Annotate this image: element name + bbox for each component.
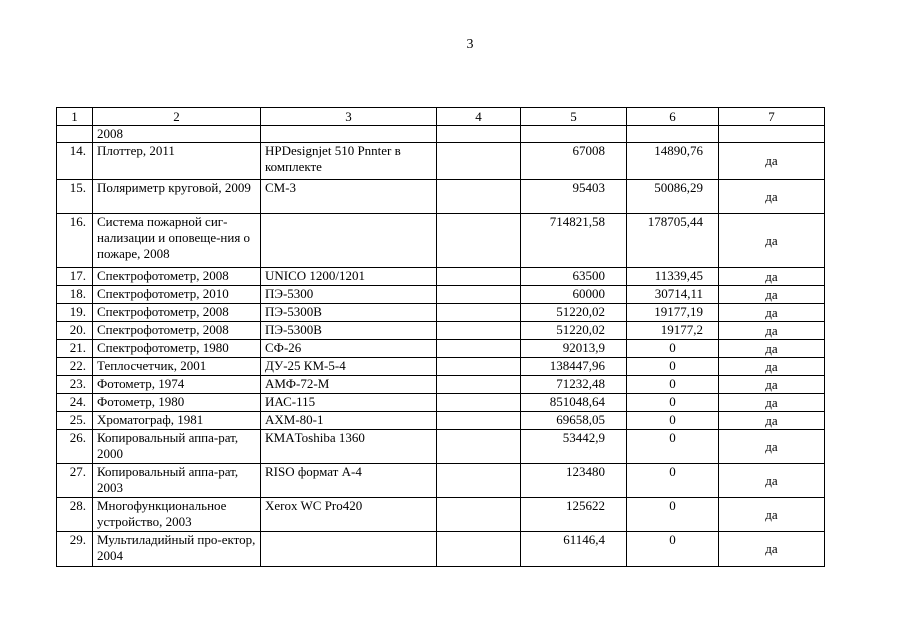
- row-name-cell: Фотометр, 1974: [93, 376, 261, 394]
- header-cell: 2: [93, 108, 261, 126]
- row-name-cell: Спектрофотометр, 2008: [93, 304, 261, 322]
- row-col7-cell: да: [719, 376, 825, 394]
- row-name-cell: Копировальный аппа-рат, 2000: [93, 430, 261, 464]
- row-col5-cell: 53442,9: [521, 430, 627, 464]
- row-col4-cell: [437, 532, 521, 567]
- row-col4-cell: [437, 412, 521, 430]
- row-col6-cell: 50086,29: [627, 180, 719, 214]
- row-col5-cell: 714821,58: [521, 214, 627, 268]
- row-name-cell: Спектрофотометр, 2010: [93, 286, 261, 304]
- table-row: [57, 214, 825, 268]
- row-model-cell: ИАС-115: [261, 394, 437, 412]
- table-header-row: [57, 108, 825, 126]
- row-number-cell: 23.: [57, 376, 93, 394]
- row-col4-cell: [437, 430, 521, 464]
- equipment-table: [56, 107, 825, 567]
- row-col7-cell: да: [719, 464, 825, 498]
- row-name-cell: Спектрофотометр, 1980: [93, 340, 261, 358]
- row-model-cell: [261, 126, 437, 143]
- row-col4-cell: [437, 358, 521, 376]
- row-col4-cell: [437, 268, 521, 286]
- row-col7-cell: да: [719, 430, 825, 464]
- row-number-cell: 18.: [57, 286, 93, 304]
- row-model-cell: [261, 532, 437, 567]
- row-col7-cell: да: [719, 322, 825, 340]
- row-col6-cell: 0: [627, 532, 719, 567]
- row-col6-cell: 0: [627, 412, 719, 430]
- row-col7-cell: да: [719, 412, 825, 430]
- row-col4-cell: [437, 322, 521, 340]
- table-row: [57, 180, 825, 214]
- row-col5-cell: 63500: [521, 268, 627, 286]
- row-model-cell: КМАToshiba 1360: [261, 430, 437, 464]
- row-col7-cell: да: [719, 180, 825, 214]
- row-col4-cell: [437, 126, 521, 143]
- row-number-cell: 26.: [57, 430, 93, 464]
- row-model-cell: АХМ-80-1: [261, 412, 437, 430]
- row-name-cell: Хроматограф, 1981: [93, 412, 261, 430]
- row-number-cell: 21.: [57, 340, 93, 358]
- row-col5-cell: 67008: [521, 143, 627, 180]
- row-col6-cell: [627, 126, 719, 143]
- header-cell: 3: [261, 108, 437, 126]
- row-col7-cell: да: [719, 498, 825, 532]
- header-cell: 1: [57, 108, 93, 126]
- table-row: [57, 322, 825, 340]
- row-col7-cell: да: [719, 304, 825, 322]
- row-name-cell: Спектрофотометр, 2008: [93, 268, 261, 286]
- row-col5-cell: 60000: [521, 286, 627, 304]
- row-col5-cell: 123480: [521, 464, 627, 498]
- row-number-cell: 24.: [57, 394, 93, 412]
- row-col6-cell: 30714,11: [627, 286, 719, 304]
- row-number-cell: 29.: [57, 532, 93, 567]
- row-number-cell: 20.: [57, 322, 93, 340]
- row-col4-cell: [437, 376, 521, 394]
- table-row: [57, 268, 825, 286]
- table-row: [57, 143, 825, 180]
- row-name-cell: Спектрофотометр, 2008: [93, 322, 261, 340]
- row-col7-cell: да: [719, 358, 825, 376]
- row-name-cell: Копировальный аппа-рат, 2003: [93, 464, 261, 498]
- row-col5-cell: [521, 126, 627, 143]
- table-row: [57, 304, 825, 322]
- row-number-cell: [57, 126, 93, 143]
- row-number-cell: 14.: [57, 143, 93, 180]
- row-model-cell: [261, 214, 437, 268]
- row-col4-cell: [437, 498, 521, 532]
- table-row: [57, 464, 825, 498]
- table-row: [57, 340, 825, 358]
- table-row-continuation: [57, 126, 825, 143]
- row-col7-cell: да: [719, 394, 825, 412]
- row-col6-cell: 0: [627, 340, 719, 358]
- row-model-cell: СМ-3: [261, 180, 437, 214]
- row-col5-cell: 51220,02: [521, 322, 627, 340]
- row-number-cell: 15.: [57, 180, 93, 214]
- row-col6-cell: 0: [627, 464, 719, 498]
- row-col5-cell: 851048,64: [521, 394, 627, 412]
- row-col5-cell: 138447,96: [521, 358, 627, 376]
- table-row: [57, 286, 825, 304]
- row-col5-cell: 125622: [521, 498, 627, 532]
- row-name-cell: Поляриметр круговой, 2009: [93, 180, 261, 214]
- header-cell: 4: [437, 108, 521, 126]
- row-col4-cell: [437, 394, 521, 412]
- row-model-cell: ПЭ-5300: [261, 286, 437, 304]
- row-col5-cell: 92013,9: [521, 340, 627, 358]
- row-col5-cell: 71232,48: [521, 376, 627, 394]
- row-col7-cell: да: [719, 340, 825, 358]
- row-col4-cell: [437, 464, 521, 498]
- row-col7-cell: да: [719, 532, 825, 567]
- table-row: [57, 430, 825, 464]
- row-number-cell: 28.: [57, 498, 93, 532]
- row-number-cell: 27.: [57, 464, 93, 498]
- table-row: [57, 376, 825, 394]
- row-col6-cell: 0: [627, 394, 719, 412]
- row-model-cell: СФ-26: [261, 340, 437, 358]
- row-col7-cell: [719, 126, 825, 143]
- row-col6-cell: 19177,19: [627, 304, 719, 322]
- row-col5-cell: 95403: [521, 180, 627, 214]
- row-col4-cell: [437, 180, 521, 214]
- row-col6-cell: 14890,76: [627, 143, 719, 180]
- row-col4-cell: [437, 304, 521, 322]
- table-row: [57, 498, 825, 532]
- row-col6-cell: 0: [627, 430, 719, 464]
- row-name-cell: 2008: [93, 126, 261, 143]
- row-col4-cell: [437, 340, 521, 358]
- table-row: [57, 532, 825, 567]
- row-col6-cell: 0: [627, 498, 719, 532]
- row-name-cell: Система пожарной сиг-нализации и оповеще-ния о пожаре, 2008: [93, 214, 261, 268]
- row-model-cell: ПЭ-5300В: [261, 304, 437, 322]
- row-number-cell: 22.: [57, 358, 93, 376]
- row-col6-cell: 0: [627, 358, 719, 376]
- row-model-cell: Xerox WC Pro420: [261, 498, 437, 532]
- row-number-cell: 16.: [57, 214, 93, 268]
- table-row: [57, 412, 825, 430]
- row-col6-cell: 0: [627, 376, 719, 394]
- row-name-cell: Мультиладийный про-ектор, 2004: [93, 532, 261, 567]
- header-cell: 5: [521, 108, 627, 126]
- row-name-cell: Фотометр, 1980: [93, 394, 261, 412]
- row-name-cell: Плоттер, 2011: [93, 143, 261, 180]
- row-model-cell: ДУ-25 КМ-5-4: [261, 358, 437, 376]
- row-col7-cell: да: [719, 143, 825, 180]
- table-row: [57, 358, 825, 376]
- row-model-cell: ПЭ-5300В: [261, 322, 437, 340]
- row-model-cell: АМФ-72-М: [261, 376, 437, 394]
- row-number-cell: 19.: [57, 304, 93, 322]
- header-cell: 7: [719, 108, 825, 126]
- row-col4-cell: [437, 286, 521, 304]
- page-number: 3: [466, 37, 474, 52]
- row-model-cell: HPDesignjet 510 Pnnter в комплекте: [261, 143, 437, 180]
- row-col7-cell: да: [719, 214, 825, 268]
- row-col6-cell: 19177,2: [627, 322, 719, 340]
- row-col7-cell: да: [719, 268, 825, 286]
- row-number-cell: 17.: [57, 268, 93, 286]
- row-model-cell: RISO формат А-4: [261, 464, 437, 498]
- row-col5-cell: 69658,05: [521, 412, 627, 430]
- row-col6-cell: 178705,44: [627, 214, 719, 268]
- row-col5-cell: 61146,4: [521, 532, 627, 567]
- row-name-cell: Многофункциональное устройство, 2003: [93, 498, 261, 532]
- row-col4-cell: [437, 214, 521, 268]
- row-col7-cell: да: [719, 286, 825, 304]
- row-col4-cell: [437, 143, 521, 180]
- row-col5-cell: 51220,02: [521, 304, 627, 322]
- row-model-cell: UNICO 1200/1201: [261, 268, 437, 286]
- table-row: [57, 394, 825, 412]
- row-col6-cell: 11339,45: [627, 268, 719, 286]
- row-name-cell: Теплосчетчик, 2001: [93, 358, 261, 376]
- row-number-cell: 25.: [57, 412, 93, 430]
- header-cell: 6: [627, 108, 719, 126]
